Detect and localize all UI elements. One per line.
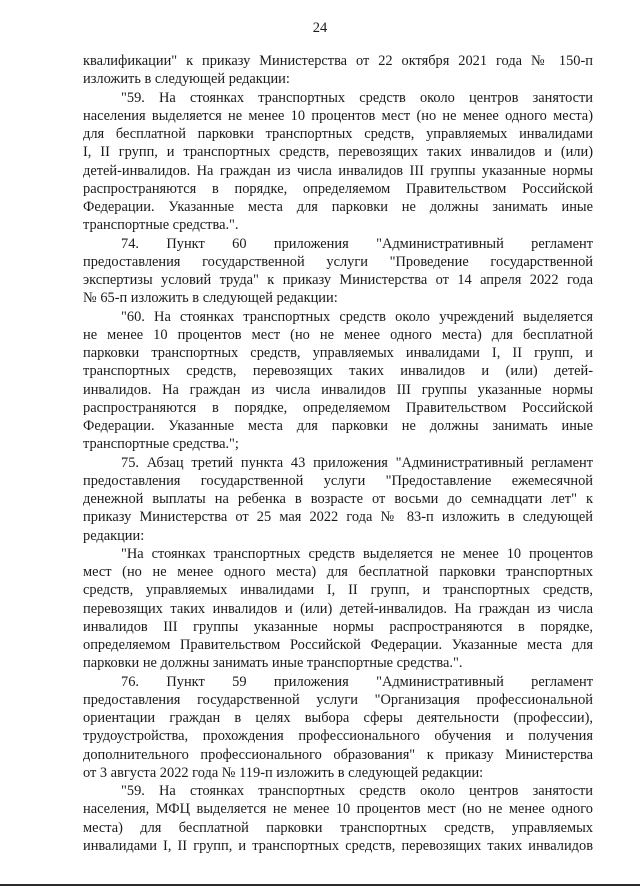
text-line: для бесплатной парковки транспортных средств, управляемых инвалидами	[83, 126, 593, 142]
text-line: средств, управляемых инвалидами I, II групп, и транспортных средств,	[83, 582, 593, 599]
text-line: мест (но не менее одного места) для бесплатной парковки транспортных	[83, 564, 593, 580]
text-line: предоставления государственной услуги "Предоставление ежемесячной	[83, 472, 593, 489]
text-line: от 3 августа 2022 года № 119-п изложить в следующей редакции:	[83, 764, 484, 781]
text-line: ориентации граждан в целях выбора сферы деятельности (профессии),	[83, 710, 593, 726]
page-bottom-edge	[0, 884, 640, 886]
text-line: редакции:	[83, 527, 145, 544]
text-line: парковки транспортных средств, управляемых инвалидами I, II групп, и	[83, 345, 593, 361]
text-line: 76. Пункт 59 приложения "Административный регламент	[121, 673, 593, 690]
text-line: определяемом Правительством Российской Федерации. Указанные места для	[83, 637, 593, 653]
text-line: экспертизы условий труда" к приказу Министерства от 14 апреля 2022 года	[83, 272, 593, 288]
text-line: денежной выплаты на ребенка в возрасте от восьми до семнадцати лет" к	[83, 491, 593, 507]
text-line: распространяются в порядке, определяемом Правительством Российской	[83, 399, 593, 416]
text-line: дополнительного профессионального образования" к приказу Министерства	[83, 746, 593, 763]
text-line: 75. Абзац третий пункта 43 приложения "Административный регламент	[121, 454, 593, 471]
text-line: "60. На стоянках транспортных средств около учреждений выделяется	[121, 308, 593, 325]
text-line: квалификации" к приказу Министерства от 22 октября 2021 года № 150-п	[83, 53, 593, 69]
text-line: транспортные средства.".	[83, 217, 239, 234]
page-number: 24	[312, 20, 328, 36]
text-line: Федерации. Указанные места для парковки не должны занимать иные	[83, 199, 593, 215]
text-line: инвалидов III группы указанные нормы распространяются в порядке,	[83, 618, 593, 635]
text-line: предоставления государственной услуги "Организация профессиональной	[83, 691, 593, 708]
text-line: перевозящих таких инвалидов и (или) детей-инвалидов. На граждан из числа	[83, 600, 593, 617]
text-line: населения выделяется не менее 10 процентов мест (но не менее одного места)	[83, 107, 593, 124]
text-line: Федерации. Указанные места для парковки не должны занимать иные	[83, 418, 593, 434]
text-line: "59. На стоянках транспортных средств около центров занятости	[121, 783, 593, 799]
text-line: трудоустройства, прохождения профессионального обучения и получения	[83, 728, 593, 745]
text-line: изложить в следующей редакции:	[83, 71, 290, 88]
text-line: детей-инвалидов. На граждан из числа инвалидов III группы указанные нормы	[83, 162, 593, 179]
document-body	[83, 52, 593, 855]
text-line: предоставления государственной услуги "Проведение государственной	[83, 253, 593, 270]
text-line: места) для бесплатной парковки транспортных средств, управляемых	[83, 819, 593, 836]
text-line: населения, МФЦ выделяется не менее 10 процентов мест (но не менее одного	[83, 801, 593, 818]
text-line: "На стоянках транспортных средств выделяется не менее 10 процентов	[121, 545, 593, 562]
text-line: 74. Пункт 60 приложения "Административный регламент	[121, 235, 593, 252]
text-line: № 65-п изложить в следующей редакции:	[83, 290, 338, 307]
text-line: парковки не должны занимать иные транспортные средства.".	[83, 655, 463, 672]
text-line: приказу Министерства от 25 мая 2022 года № 83-п изложить в следующей	[83, 509, 593, 526]
text-line: распространяются в порядке, определяемом Правительством Российской	[83, 180, 593, 197]
text-line: "59. На стоянках транспортных средств около центров занятости	[121, 89, 593, 106]
text-line: транспортные средства.";	[83, 436, 239, 453]
text-line: транспортных средств, перевозящих таких инвалидов и (или) детей-	[83, 363, 593, 380]
text-line: I, II групп, и транспортных средств, перевозящих таких инвалидов и (или)	[83, 144, 593, 161]
text-line: не менее 10 процентов мест (но не менее одного места) для бесплатной	[83, 326, 593, 343]
text-line: инвалидами I, II групп, и транспортных средств, перевозящих таких инвалидов	[83, 837, 593, 854]
text-line: инвалидов. На граждан из числа инвалидов III группы указанные нормы	[83, 381, 593, 398]
